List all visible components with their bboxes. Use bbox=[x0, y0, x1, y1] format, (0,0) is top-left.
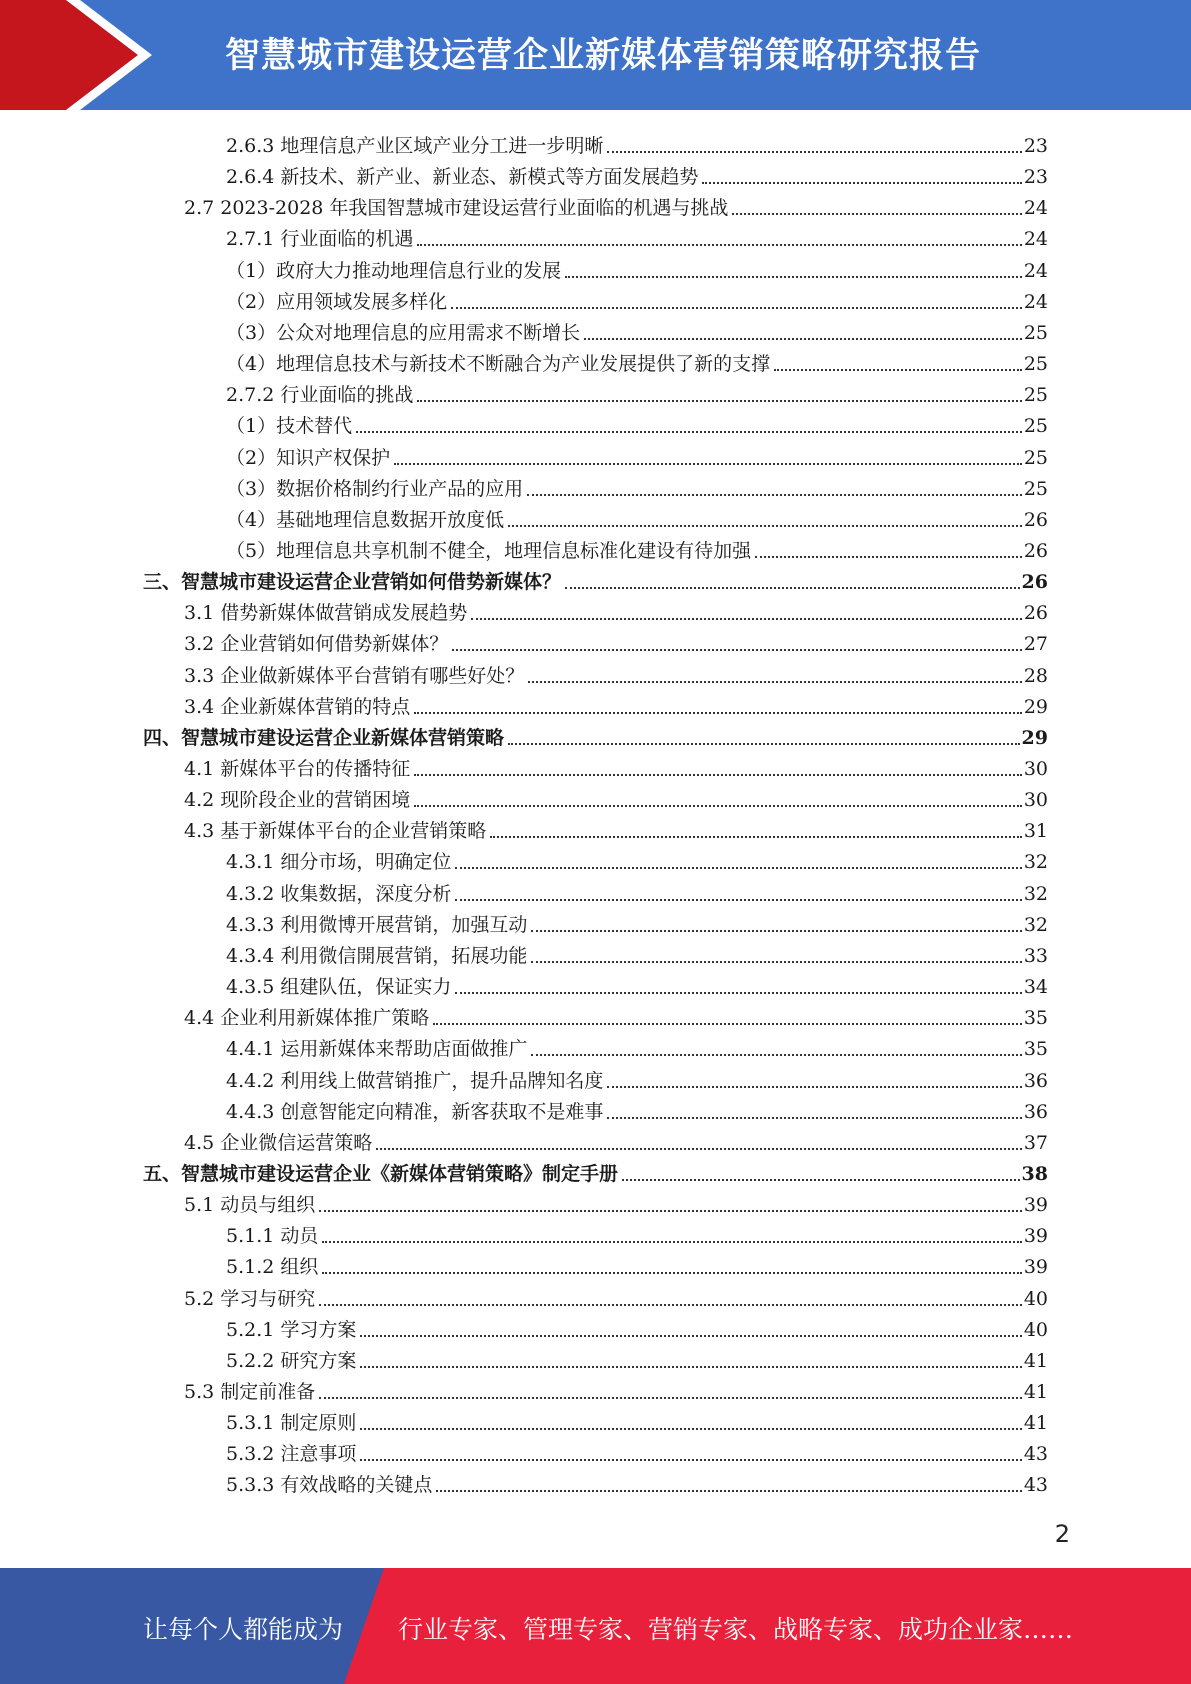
toc-entry-page: 24 bbox=[1023, 259, 1048, 282]
toc-entry[interactable] bbox=[226, 906, 1048, 937]
toc-entry-title: 5.1 动员与组织 bbox=[184, 1194, 316, 1217]
toc-leader-dots bbox=[508, 524, 1022, 527]
toc-entry[interactable] bbox=[226, 1466, 1048, 1497]
toc-leader-dots bbox=[319, 1396, 1022, 1399]
toc-entry-page: 41 bbox=[1023, 1412, 1048, 1435]
toc-leader-dots bbox=[531, 1053, 1021, 1056]
toc-entry-title: 5.1.1 动员 bbox=[226, 1225, 319, 1248]
toc-entry[interactable] bbox=[226, 1062, 1048, 1093]
toc-entry-page: 38 bbox=[1021, 1162, 1048, 1185]
toc-entry[interactable] bbox=[184, 625, 1048, 656]
report-title: 智慧城市建设运营企业新媒体营销策略研究报告 bbox=[225, 36, 982, 76]
toc-leader-dots bbox=[455, 991, 1021, 994]
toc-entry[interactable] bbox=[226, 252, 1048, 283]
toc-leader-dots bbox=[531, 960, 1021, 963]
footer-slogan-left: 让每个人都能成为 bbox=[143, 1615, 344, 1644]
toc-entry-title: 五、智慧城市建设运营企业《新媒体营销策略》制定手册 bbox=[143, 1162, 619, 1185]
toc-leader-dots bbox=[565, 586, 1020, 589]
toc-entry-title: 5.1.2 组织 bbox=[226, 1256, 319, 1279]
toc-leader-dots bbox=[732, 212, 1021, 215]
toc-entry-title: （4）基础地理信息数据开放度低 bbox=[226, 508, 505, 531]
toc-entry[interactable] bbox=[184, 750, 1048, 781]
toc-entry-title: 5.2.1 学习方案 bbox=[226, 1318, 357, 1341]
toc-entry-title: 2.7.2 行业面临的挑战 bbox=[226, 384, 414, 407]
toc-entry-page: 32 bbox=[1023, 913, 1048, 936]
toc-leader-dots bbox=[531, 929, 1021, 932]
toc-entry-page: 32 bbox=[1023, 882, 1048, 905]
toc-leader-dots bbox=[774, 368, 1022, 371]
toc-entry[interactable] bbox=[226, 968, 1048, 999]
toc-entry[interactable] bbox=[184, 812, 1048, 843]
toc-entry-title: 3.3 企业做新媒体平台营销有哪些好处？ bbox=[184, 664, 525, 687]
toc-leader-dots bbox=[565, 275, 1022, 278]
toc-leader-dots bbox=[490, 835, 1022, 838]
toc-leader-dots bbox=[376, 1147, 1022, 1150]
toc-entry[interactable] bbox=[226, 1435, 1048, 1466]
toc-entry[interactable] bbox=[226, 220, 1048, 251]
toc-entry[interactable] bbox=[143, 719, 1048, 750]
toc-entry-title: 4.5 企业微信运营策略 bbox=[184, 1131, 373, 1154]
toc-entry-title: （2）应用领域发展多样化 bbox=[226, 290, 448, 313]
toc-entry-title: 5.3.1 制定原则 bbox=[226, 1412, 357, 1435]
toc-entry-title: （4）地理信息技术与新技术不断融合为产业发展提供了新的支撑 bbox=[226, 353, 771, 376]
toc-entry[interactable] bbox=[226, 470, 1048, 501]
toc-entry-page: 43 bbox=[1023, 1474, 1048, 1497]
toc-entry-page: 25 bbox=[1023, 415, 1048, 438]
toc-entry-title: 4.3.4 利用微信開展营销，拓展功能 bbox=[226, 944, 528, 967]
toc-entry-page: 26 bbox=[1023, 508, 1048, 531]
footer-slogan-right: 行业专家、管理专家、营销专家、战略专家、成功企业家…… bbox=[398, 1615, 1074, 1644]
toc-entry[interactable] bbox=[226, 1342, 1048, 1373]
page-footer bbox=[0, 1568, 1191, 1684]
toc-entry-title: 3.1 借势新媒体做营销成发展趋势 bbox=[184, 602, 468, 625]
toc-leader-dots bbox=[322, 1240, 1021, 1243]
toc-leader-dots bbox=[607, 1116, 1021, 1119]
toc-entry-page: 32 bbox=[1023, 851, 1048, 874]
toc-entry-title: 2.6.4 新技术、新产业、新业态、新模式等方面发展趋势 bbox=[226, 166, 699, 189]
toc-leader-dots bbox=[455, 898, 1021, 901]
toc-entry[interactable] bbox=[226, 875, 1048, 906]
toc-entry[interactable] bbox=[226, 1217, 1048, 1248]
toc-leader-dots bbox=[414, 711, 1022, 714]
toc-entry-title: 4.4.1 运用新媒体来帮助店面做推广 bbox=[226, 1038, 528, 1061]
toc-entry[interactable] bbox=[184, 781, 1048, 812]
toc-entry[interactable] bbox=[226, 1311, 1048, 1342]
toc-leader-dots bbox=[607, 1085, 1021, 1088]
toc-entry-title: 4.4.2 利用线上做营销推广，提升品牌知名度 bbox=[226, 1069, 604, 1092]
toc-entry[interactable] bbox=[226, 937, 1048, 968]
toc-entry-page: 29 bbox=[1023, 695, 1048, 718]
toc-leader-dots bbox=[360, 1334, 1021, 1337]
toc-entry-page: 26 bbox=[1021, 571, 1048, 594]
toc-entry-page: 39 bbox=[1023, 1256, 1048, 1279]
toc-entry-title: 3.2 企业营销如何借势新媒体？ bbox=[184, 633, 449, 656]
toc-leader-dots bbox=[622, 1178, 1020, 1181]
toc-entry-page: 25 bbox=[1023, 353, 1048, 376]
toc-entry-title: （5）地理信息共享机制不健全，地理信息标准化建设有待加强 bbox=[226, 539, 752, 562]
toc-entry[interactable] bbox=[226, 283, 1048, 314]
toc-entry-page: 26 bbox=[1023, 602, 1048, 625]
toc-entry-page: 31 bbox=[1023, 820, 1048, 843]
toc-entry-page: 24 bbox=[1023, 197, 1048, 220]
toc-leader-dots bbox=[360, 1458, 1021, 1461]
toc-entry-page: 40 bbox=[1023, 1318, 1048, 1341]
toc-leader-dots bbox=[433, 1022, 1022, 1025]
toc-entry-page: 24 bbox=[1023, 228, 1048, 251]
toc-leader-dots bbox=[414, 804, 1022, 807]
toc-entry[interactable] bbox=[226, 1030, 1048, 1061]
toc-entry-title: 5.2.2 研究方案 bbox=[226, 1349, 357, 1372]
toc-entry[interactable] bbox=[226, 501, 1048, 532]
toc-entry-page: 23 bbox=[1023, 166, 1048, 189]
toc-entry[interactable] bbox=[226, 314, 1048, 345]
toc-entry-page: 37 bbox=[1023, 1131, 1048, 1154]
toc-leader-dots bbox=[607, 150, 1021, 153]
toc-entry-page: 29 bbox=[1021, 726, 1048, 749]
toc-leader-dots bbox=[319, 1303, 1022, 1306]
toc-entry-page: 36 bbox=[1023, 1069, 1048, 1092]
toc-entry-page: 24 bbox=[1023, 290, 1048, 313]
toc-entry-title: 4.4 企业利用新媒体推广策略 bbox=[184, 1007, 430, 1030]
toc-entry[interactable] bbox=[226, 1404, 1048, 1435]
toc-entry[interactable] bbox=[226, 158, 1048, 189]
toc-leader-dots bbox=[527, 493, 1022, 496]
toc-entry-title: （3）公众对地理信息的应用需求不断增长 bbox=[226, 321, 581, 344]
toc-entry-title: 5.3.3 有效战略的关键点 bbox=[226, 1474, 433, 1497]
toc-entry[interactable] bbox=[184, 688, 1048, 719]
toc-entry-title: （1）政府大力推动地理信息行业的发展 bbox=[226, 259, 562, 282]
toc-entry[interactable] bbox=[226, 843, 1048, 874]
toc-entry-title: 5.3 制定前准备 bbox=[184, 1381, 316, 1403]
toc-leader-dots bbox=[451, 306, 1022, 309]
toc-leader-dots bbox=[452, 648, 1022, 651]
toc-entry[interactable] bbox=[143, 563, 1048, 594]
toc-leader-dots bbox=[394, 462, 1022, 465]
toc-leader-dots bbox=[508, 742, 1020, 745]
toc-entry-page: 35 bbox=[1023, 1007, 1048, 1030]
toc-leader-dots bbox=[319, 1209, 1022, 1212]
toc-leader-dots bbox=[417, 243, 1021, 246]
toc-entry[interactable] bbox=[226, 345, 1048, 376]
toc-entry-title: 4.1 新媒体平台的传播特征 bbox=[184, 758, 411, 780]
toc-entry-title: 4.4.3 创意智能定向精准，新客获取不是难事 bbox=[226, 1100, 604, 1123]
toc-entry[interactable] bbox=[226, 532, 1048, 563]
toc-entry-page: 43 bbox=[1023, 1443, 1048, 1466]
toc-entry-title: （3）数据价格制约行业产品的应用 bbox=[226, 477, 524, 500]
toc-entry-title: 三、智慧城市建设运营企业营销如何借势新媒体？ bbox=[143, 571, 562, 594]
toc-entry-title: 5.2 学习与研究 bbox=[184, 1287, 316, 1310]
toc-entry[interactable] bbox=[184, 1186, 1048, 1217]
toc-entry-title: 4.3.3 利用微博开展营销，加强互动 bbox=[226, 913, 528, 936]
toc-entry-title: 5.3.2 注意事项 bbox=[226, 1443, 357, 1466]
toc-entry-page: 23 bbox=[1023, 135, 1048, 157]
toc-entry-page: 33 bbox=[1023, 944, 1048, 967]
toc-leader-dots bbox=[360, 1427, 1021, 1430]
toc-entry-page: 35 bbox=[1023, 1038, 1048, 1061]
toc-leader-dots bbox=[528, 680, 1022, 683]
toc-entry-title: 2.7.1 行业面临的机遇 bbox=[226, 228, 414, 251]
toc-leader-dots bbox=[755, 555, 1022, 558]
toc-entry-page: 26 bbox=[1023, 539, 1048, 562]
toc-leader-dots bbox=[322, 1271, 1021, 1274]
toc-entry-title: 4.3.5 组建队伍，保证实力 bbox=[226, 976, 452, 999]
toc-leader-dots bbox=[455, 866, 1021, 869]
toc-entry-page: 34 bbox=[1023, 976, 1048, 999]
toc-entry[interactable] bbox=[226, 376, 1048, 407]
toc-entry-title: 3.4 企业新媒体营销的特点 bbox=[184, 695, 411, 718]
toc-entry-page: 30 bbox=[1023, 789, 1048, 812]
toc-entry[interactable] bbox=[184, 657, 1048, 688]
toc-entry-title: （1）技术替代 bbox=[226, 415, 353, 438]
toc-entry[interactable] bbox=[226, 127, 1048, 158]
toc-entry-title: 4.2 现阶段企业的营销困境 bbox=[184, 789, 411, 812]
toc-entry-page: 27 bbox=[1023, 633, 1048, 656]
toc-entry-title: 2.7 2023-2028 年我国智慧城市建设运营行业面临的机遇与挑战 bbox=[184, 197, 729, 220]
toc-leader-dots bbox=[360, 1365, 1021, 1368]
toc-entry-page: 30 bbox=[1023, 758, 1048, 780]
toc-leader-dots bbox=[702, 181, 1021, 184]
header-red-block bbox=[0, 0, 150, 110]
toc-entry[interactable] bbox=[184, 1124, 1048, 1155]
toc-entry[interactable] bbox=[184, 1280, 1048, 1311]
toc-leader-dots bbox=[471, 617, 1022, 620]
toc-entry-page: 39 bbox=[1023, 1194, 1048, 1217]
page-header bbox=[0, 0, 1191, 110]
toc-entry-page: 25 bbox=[1023, 446, 1048, 469]
toc-entry[interactable] bbox=[184, 1373, 1048, 1404]
toc-entry-title: 4.3 基于新媒体平台的企业营销策略 bbox=[184, 820, 487, 843]
toc-entry-page: 25 bbox=[1023, 384, 1048, 407]
toc-entry-page: 25 bbox=[1023, 477, 1048, 500]
toc-entry-page: 40 bbox=[1023, 1287, 1048, 1310]
toc-entry[interactable] bbox=[184, 189, 1048, 220]
toc-leader-dots bbox=[356, 430, 1022, 433]
toc-entry[interactable] bbox=[184, 999, 1048, 1030]
toc-entry-page: 25 bbox=[1023, 321, 1048, 344]
toc-entry-title: 4.3.1 细分市场，明确定位 bbox=[226, 851, 452, 874]
toc-entry-page: 36 bbox=[1023, 1100, 1048, 1123]
toc-entry-page: 41 bbox=[1023, 1381, 1048, 1403]
toc-entry[interactable] bbox=[143, 1155, 1048, 1186]
toc-leader-dots bbox=[417, 399, 1021, 402]
toc-entry[interactable] bbox=[226, 1093, 1048, 1124]
toc-leader-dots bbox=[436, 1489, 1021, 1492]
toc-entry[interactable] bbox=[226, 439, 1048, 470]
toc-entry[interactable] bbox=[184, 594, 1048, 625]
toc-entry[interactable] bbox=[226, 407, 1048, 438]
toc-entry-title: 4.3.2 收集数据，深度分析 bbox=[226, 882, 452, 905]
toc-entry-title: 四、智慧城市建设运营企业新媒体营销策略 bbox=[143, 726, 505, 749]
toc-leader-dots bbox=[584, 337, 1022, 340]
toc-entry[interactable] bbox=[226, 1248, 1048, 1279]
toc-entry-page: 39 bbox=[1023, 1225, 1048, 1248]
page-number: 2 bbox=[1054, 1520, 1070, 1548]
toc-entry-title: （2）知识产权保护 bbox=[226, 446, 391, 469]
toc-leader-dots bbox=[414, 773, 1022, 776]
toc-entry-page: 28 bbox=[1023, 664, 1048, 687]
toc-entry-title: 2.6.3 地理信息产业区域产业分工进一步明晰 bbox=[226, 135, 604, 157]
toc-entry-page: 41 bbox=[1023, 1349, 1048, 1372]
